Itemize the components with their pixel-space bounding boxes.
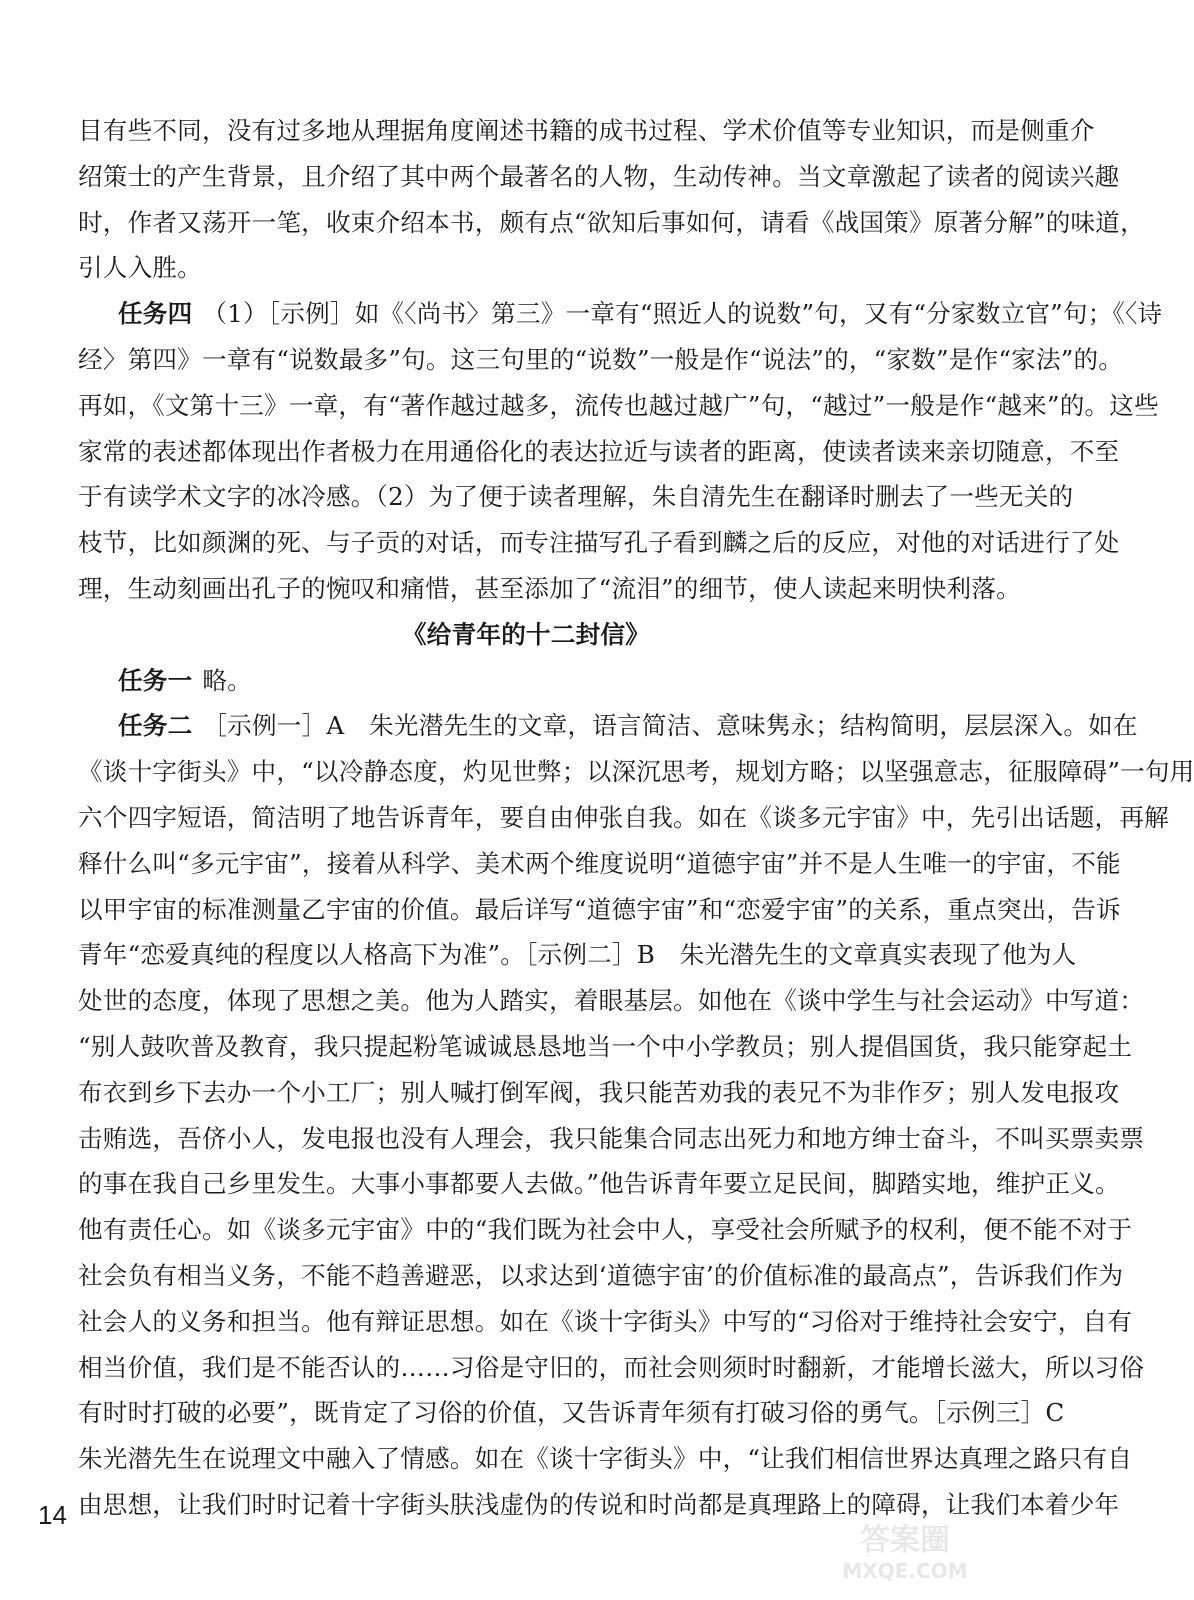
page-number: 14: [38, 1500, 67, 1530]
text-line: 社会负有相当义务，不能不趋善避恶，以求达到‘道德宇宙’的价值标准的最高点”，告诉我们作为: [78, 1260, 1124, 1290]
text-line: 六个四字短语，简洁明了地告诉青年，要自由伸张自我。如在《谈多元宇宙》中，先引出话题，再解: [78, 802, 1169, 832]
text-line: （1）［示例］如《〈尚书〉第三》一章有“照近人的说数”句，又有“分家数立官”句；《〈诗: [202, 299, 1163, 329]
text-line: 枝节，比如颜渊的死、与子贡的对话，而专注描写孔子看到麟之后的反应，对他的对话进行了处: [78, 528, 1120, 558]
watermark-logo-graphic: [830, 1514, 980, 1584]
task4-first-line: [78, 291, 1163, 337]
task2-label: 任务二: [118, 711, 193, 741]
text-line: 他有责任心。如《谈多元宇宙》中的“我们既为社会中人，享受社会所赋予的权利，便不能不对于: [78, 1215, 1133, 1245]
text-line: 相当价值，我们是不能否认的……习俗是守旧的，而社会则须时时翻新，才能增长滋大，所以习俗: [78, 1352, 1145, 1382]
section-title: 《给青年的十二封信》: [402, 619, 650, 649]
task1-line: [78, 658, 974, 704]
text-line: 家常的表述都体现出作者极力在用通俗化的表达拉近与读者的距离，使读者读来亲切随意，不至: [78, 436, 1120, 466]
text-line: 的事在我自己乡里发生。大事小事都要人去做。”他告诉青年要立足民间，脚踏实地，维护正义。: [78, 1169, 1120, 1199]
text-line: 击贿选，吾侪小人，发电报也没有人理会，我只能集合同志出死力和地方绅士奋斗，不叫买票卖票: [78, 1123, 1145, 1153]
task4-label: 任务四: [118, 299, 193, 329]
text-line: 处世的态度，体现了思想之美。他为人踏实，着眼基层。如他在《谈中学生与社会运动》中写道：: [78, 986, 1145, 1016]
text-line: 引人入胜。: [78, 253, 202, 283]
text-line: 朱光潜先生在说理文中融入了情感。如在《谈十字街头》中，“让我们相信世界达真理之路只有自: [78, 1444, 1133, 1474]
task2-first-line: [78, 703, 1138, 749]
text-line: 再如，《文第十三》一章，有“著作越过越多，流传也越过越广”句，“越过”一般是作“越来”的。这些: [78, 390, 1159, 420]
text-line: 《谈十字街头》中，“以冷静态度，灼见世弊；以深沉思考，规划方略；以坚强意志，征服障碍”一句用: [78, 757, 1194, 787]
text-line: 目有些不同，没有过多地从理据角度阐述书籍的成书过程、学术价值等专业知识，而是侧重介: [78, 116, 1095, 145]
watermark-logo-text: 答案圈: [860, 1523, 950, 1558]
task1-label: 任务一: [118, 665, 193, 695]
text-line: 释什么叫“多元宇宙”，接着从科学、美术两个维度说明“道德宇宙”并不是人生唯一的宇宙，不能: [78, 848, 1121, 878]
text-line: 有时时打破的必要”，既肯定了习俗的价值，又告诉青年须有打破习俗的勇气。［示例三］C: [78, 1398, 1065, 1428]
text-line: 布衣到乡下去办一个小工厂；别人喊打倒军阀，我只能苦劝我的表兄不为非作歹；别人发电报攻: [78, 1077, 1120, 1107]
text-line: 绍策士的产生背景，且介绍了其中两个最著名的人物，生动传神。当文章激起了读者的阅读兴趣: [78, 161, 1120, 191]
text-line: 由思想，让我们时时记着十字街头肤浅虚伪的传说和时尚都是真理路上的障碍，让我们本着少年: [78, 1489, 1120, 1519]
text-line: 以甲宇宙的标准测量乙宇宙的价值。最后详写“道德宇宙”和“恋爱宇宙”的关系，重点突出，告诉: [78, 894, 1121, 924]
document-body: [78, 108, 1194, 1528]
text-line: “别人鼓吹普及教育，我只提起粉笔诚诚恳恳地当一个中小学教员；别人提倡国货，我只能穿起土: [78, 1031, 1133, 1061]
text-line: 经〉第四》一章有“说数最多”句。这三句里的“说数”一般是作“说法”的，“家数”是作“家法”的。: [78, 344, 1124, 374]
text-line: 青年“恋爱真纯的程度以人格高下为准”。［示例二］B 朱光潜先生的文章真实表现了他为人: [78, 940, 1077, 970]
text-line: 理，生动刻画出孔子的惋叹和痛惜，甚至添加了“流泪”的细节，使人读起来明快利落。: [78, 573, 1021, 603]
task1-text: 略。: [202, 665, 252, 695]
text-line: ［示例一］A 朱光潜先生的文章，语言简洁、意味隽永；结构简明，层层深入。如在: [202, 711, 1138, 741]
text-line: 社会人的义务和担当。他有辩证思想。如在《谈十字街头》中写的“习俗对于维持社会安宁，自有: [78, 1306, 1133, 1336]
watermark-url-text: MXQE.COM: [842, 1559, 968, 1583]
text-line: 于有读学术文字的冰冷感。（2）为了便于读者理解，朱自清先生在翻译时删去了一些无关的: [78, 482, 1074, 512]
watermark-logo: [830, 1514, 980, 1584]
text-line: 时，作者又荡开一笔，收束介绍本书，颇有点“欲知后事如何，请看《战国策》原著分解”的味道，: [78, 207, 1145, 237]
